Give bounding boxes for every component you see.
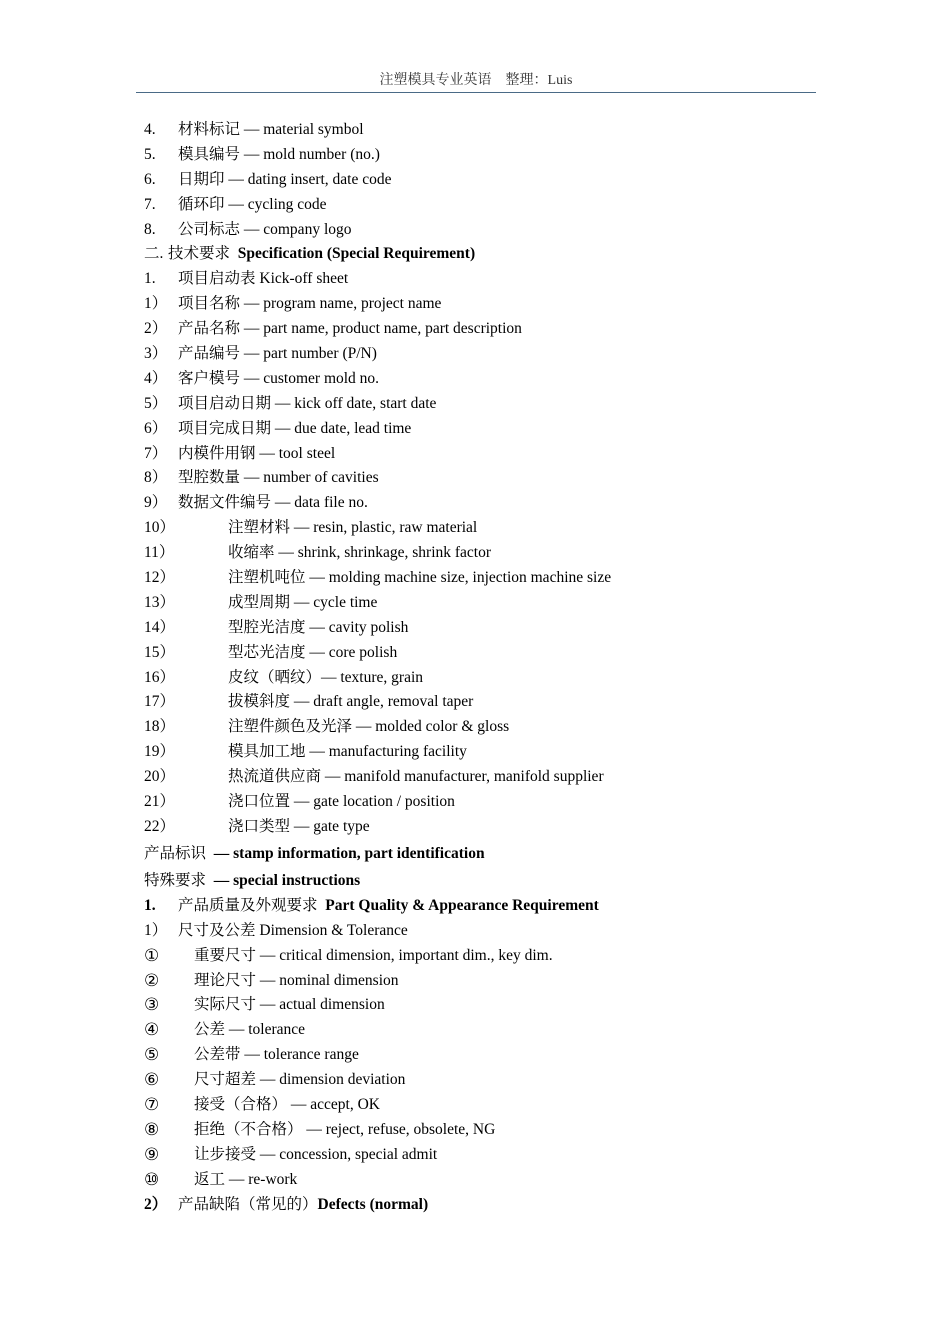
page-header: 注塑模具专业英语 整理：Luis (379, 73, 573, 88)
item-text: 材料标记 — material symbol (178, 121, 364, 138)
list-item (144, 1068, 824, 1093)
item-text: 公司标志 — company logo (178, 220, 352, 238)
item-text: 型腔数量 — number of cavities (178, 469, 379, 487)
item-text: 产品名称 — part name, product name, part description (178, 320, 522, 338)
section-title-cn: 技术要求 (168, 245, 231, 263)
item-number: 11） (144, 544, 175, 562)
item-text: 客户模号 — customer mold no. (178, 369, 380, 387)
item-number: 6） (144, 419, 168, 437)
item-text: 模具加工地 — manufacturing facility (228, 743, 467, 761)
item-text: 产品编号 — part number (P/N) (178, 345, 377, 363)
item-text: 尺寸及公差 Dimension & Tolerance (178, 921, 408, 939)
item-text: 项目启动日期 — kick off date, start date (178, 394, 437, 412)
item-text: 项目完成日期 — due date, lead time (178, 419, 412, 437)
item-number: 9） (144, 494, 168, 512)
list-item (144, 815, 824, 840)
list-item (144, 317, 824, 342)
heading-cn: 产品质量及外观要求 (178, 896, 318, 914)
list-item (144, 919, 824, 944)
list-item (144, 1143, 824, 1168)
item-text: 型芯光洁度 — core polish (228, 643, 398, 661)
subsection-heading (144, 867, 824, 894)
list-item (144, 591, 824, 616)
item-text: 尺寸超差 — dimension deviation (194, 1071, 406, 1089)
item-number: 5） (144, 394, 168, 412)
item-text: 日期印 — dating insert, date code (178, 170, 392, 188)
item-text: 实际尺寸 — actual dimension (194, 996, 385, 1014)
list-item (144, 690, 824, 715)
item-text: 让步接受 — concession, special admit (194, 1145, 438, 1163)
list-item (144, 790, 824, 815)
list-item (144, 1018, 824, 1043)
item-text: 循环印 — cycling code (178, 195, 327, 213)
list-item (144, 765, 824, 790)
subsection-heading (144, 840, 824, 867)
list-item (144, 666, 824, 691)
list-item (144, 641, 824, 666)
item-text: 公差 — tolerance (194, 1021, 306, 1039)
item-number: ④ (144, 1020, 160, 1040)
item-number: 4. (144, 121, 156, 138)
document-body (144, 118, 824, 1217)
list-item (144, 392, 824, 417)
list-item (144, 1093, 824, 1118)
list-item (144, 1043, 824, 1068)
list-item (144, 491, 824, 516)
item-number: ⑦ (144, 1094, 160, 1114)
item-text: 拔模斜度 — draft angle, removal taper (228, 693, 474, 711)
heading-cn: 特殊要求 (144, 871, 207, 889)
subsection-heading (144, 267, 824, 292)
item-number: 8） (144, 469, 168, 487)
list-item (144, 616, 824, 641)
heading-cn: 产品标识 (144, 844, 207, 862)
list-item (144, 993, 824, 1018)
item-text: 内模件用钢 — tool steel (178, 444, 336, 462)
item-number: 3） (144, 345, 168, 363)
item-number: 1. (144, 896, 156, 914)
list-item (144, 143, 824, 168)
item-number: 2） (144, 320, 168, 338)
item-number: 10） (144, 519, 176, 537)
section-title-en: Specification (Special Requirement) (237, 245, 476, 263)
list-item (144, 168, 824, 193)
item-number: 7. (144, 195, 156, 213)
section-number: 二. (144, 245, 164, 263)
item-number: 18） (144, 718, 176, 736)
list-item (144, 442, 824, 467)
list-item (144, 118, 824, 143)
list-item (144, 417, 824, 442)
item-text: 项目启动表 Kick-off sheet (178, 270, 349, 288)
list-item (144, 566, 824, 591)
item-number: 12） (144, 569, 176, 587)
item-number: 4） (144, 369, 168, 387)
list-item (144, 292, 824, 317)
item-number: 14） (144, 618, 176, 636)
item-number: ⑤ (144, 1045, 160, 1065)
item-text: 注塑机吨位 — molding machine size, injection machine size (228, 569, 612, 587)
item-text: 公差带 — tolerance range (194, 1046, 359, 1064)
section-heading (144, 242, 824, 267)
item-text: 理论尺寸 — nominal dimension (194, 971, 399, 989)
list-item (144, 367, 824, 392)
item-number: 5. (144, 145, 156, 163)
item-text: 注塑件颜色及光泽 — molded color & gloss (228, 718, 510, 736)
item-text: 型腔光洁度 — cavity polish (228, 618, 409, 636)
header-rule (136, 92, 816, 93)
list-item (144, 1118, 824, 1143)
item-number: 7） (144, 444, 168, 462)
item-number: 1） (144, 921, 168, 939)
item-text: 接受（合格） — accept, OK (194, 1095, 380, 1113)
item-text: 拒绝（不合格） — reject, refuse, obsolete, NG (194, 1120, 496, 1138)
item-text: 收缩率 — shrink, shrinkage, shrink factor (228, 544, 492, 562)
item-number: 21） (144, 793, 176, 811)
item-text: 浇口位置 — gate location / position (228, 793, 455, 811)
item-number: 16） (144, 668, 176, 686)
item-text: 重要尺寸 — critical dimension, important dim., key dim. (194, 946, 553, 964)
list-item (144, 1168, 824, 1193)
list-item (144, 944, 824, 969)
item-text: 注塑材料 — resin, plastic, raw material (228, 519, 478, 537)
list-item (144, 541, 824, 566)
item-number: 1） (144, 295, 168, 313)
list-item (144, 342, 824, 367)
heading-en: Defects (normal) (317, 1195, 429, 1213)
item-number: ⑧ (144, 1119, 160, 1139)
item-number: ③ (144, 995, 160, 1015)
item-text: 模具编号 — mold number (no.) (178, 145, 380, 163)
item-number: ⑩ (144, 1169, 160, 1189)
item-number: 2） (144, 1195, 168, 1213)
item-number: 17） (144, 693, 176, 711)
item-number: ① (144, 945, 160, 965)
item-text: 成型周期 — cycle time (228, 593, 378, 611)
list-item (144, 969, 824, 994)
subsection-heading (144, 894, 824, 919)
item-text: 返工 — re-work (194, 1170, 298, 1188)
list-item (144, 218, 824, 243)
item-number: 13） (144, 593, 176, 611)
item-text: 浇口类型 — gate type (228, 817, 370, 835)
item-number: 15） (144, 643, 176, 661)
item-number: 20） (144, 768, 176, 786)
item-number: ⑥ (144, 1070, 160, 1090)
item-number: ⑨ (144, 1144, 160, 1164)
list-item (144, 193, 824, 218)
item-text: 热流道供应商 — manifold manufacturer, manifold supplier (228, 768, 604, 786)
heading-cn: 产品缺陷（常见的） (178, 1195, 318, 1213)
list-item (144, 516, 824, 541)
item-number: 6. (144, 170, 156, 188)
item-text: 数据文件编号 — data file no. (178, 494, 368, 512)
item-number: 19） (144, 743, 176, 761)
item-number: 1. (144, 270, 156, 288)
list-item (144, 740, 824, 765)
heading-en: — stamp information, part identification (213, 844, 485, 862)
subsection-heading (144, 1193, 824, 1218)
item-number: 8. (144, 220, 156, 238)
item-number: ② (144, 970, 160, 990)
list-item (144, 715, 824, 740)
item-text: 皮纹（晒纹）— texture, grain (228, 668, 424, 686)
heading-en: Part Quality & Appearance Requirement (325, 896, 599, 914)
list-item (144, 466, 824, 491)
item-number: 22） (144, 817, 176, 835)
item-text: 项目名称 — program name, project name (178, 295, 442, 313)
heading-en: — special instructions (213, 871, 361, 889)
